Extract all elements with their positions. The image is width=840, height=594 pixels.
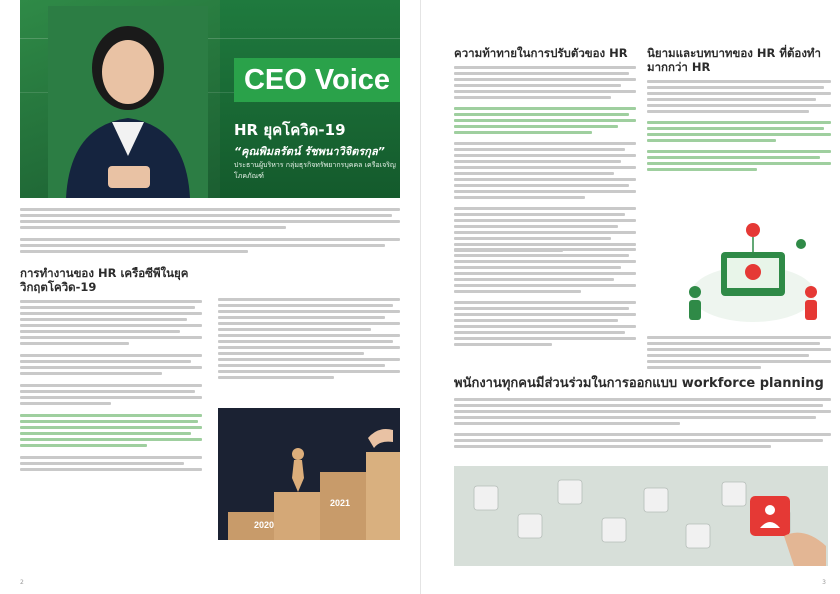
right-page	[420, 0, 840, 594]
definition-section	[647, 38, 831, 174]
challenge-section	[454, 38, 636, 255]
page-number: 2	[20, 579, 24, 586]
middle-left-text	[454, 248, 636, 349]
ceo-voice-label: CEO Voice	[234, 58, 400, 102]
section-heading: พนักงานทุกคนมีส่วนร่วมในการออกแบบ workforce planning	[454, 376, 824, 391]
section-heading: การทำงานของ HR เครือซีพีในยุค วิกฤตโควิด-19	[20, 266, 189, 294]
year-2021-label: 2021	[330, 498, 351, 508]
workforce-photo	[454, 466, 828, 566]
hero-banner	[20, 0, 400, 198]
left-column	[20, 258, 202, 474]
page-number: 3	[822, 579, 826, 586]
hero-title: HR ยุคโควิด-19	[234, 121, 346, 139]
ceo-portrait	[48, 6, 208, 198]
middle-right-text	[647, 336, 831, 372]
right-column	[218, 298, 400, 382]
growth-steps-image	[218, 408, 400, 540]
hero-position: ประธานผู้บริหาร กลุ่มธุรกิจทรัพยากรบุคคล เครือเจริญโภคภัณฑ์	[234, 161, 396, 180]
section-heading: ความท้าทายในการปรับตัวของ HR	[454, 46, 628, 60]
hero-name: “คุณพิมลรัตน์ รัชพนาวิจิตรกุล”	[234, 145, 385, 158]
workforce-section	[454, 368, 831, 451]
intro-paragraph	[20, 208, 400, 256]
steps-illustration	[218, 408, 400, 540]
section-heading: นิยามและบทบาทของ HR ที่ต้องทำมากกว่า HR	[647, 46, 821, 74]
year-2020-label: 2020	[254, 520, 275, 530]
team-illustration	[671, 222, 831, 330]
